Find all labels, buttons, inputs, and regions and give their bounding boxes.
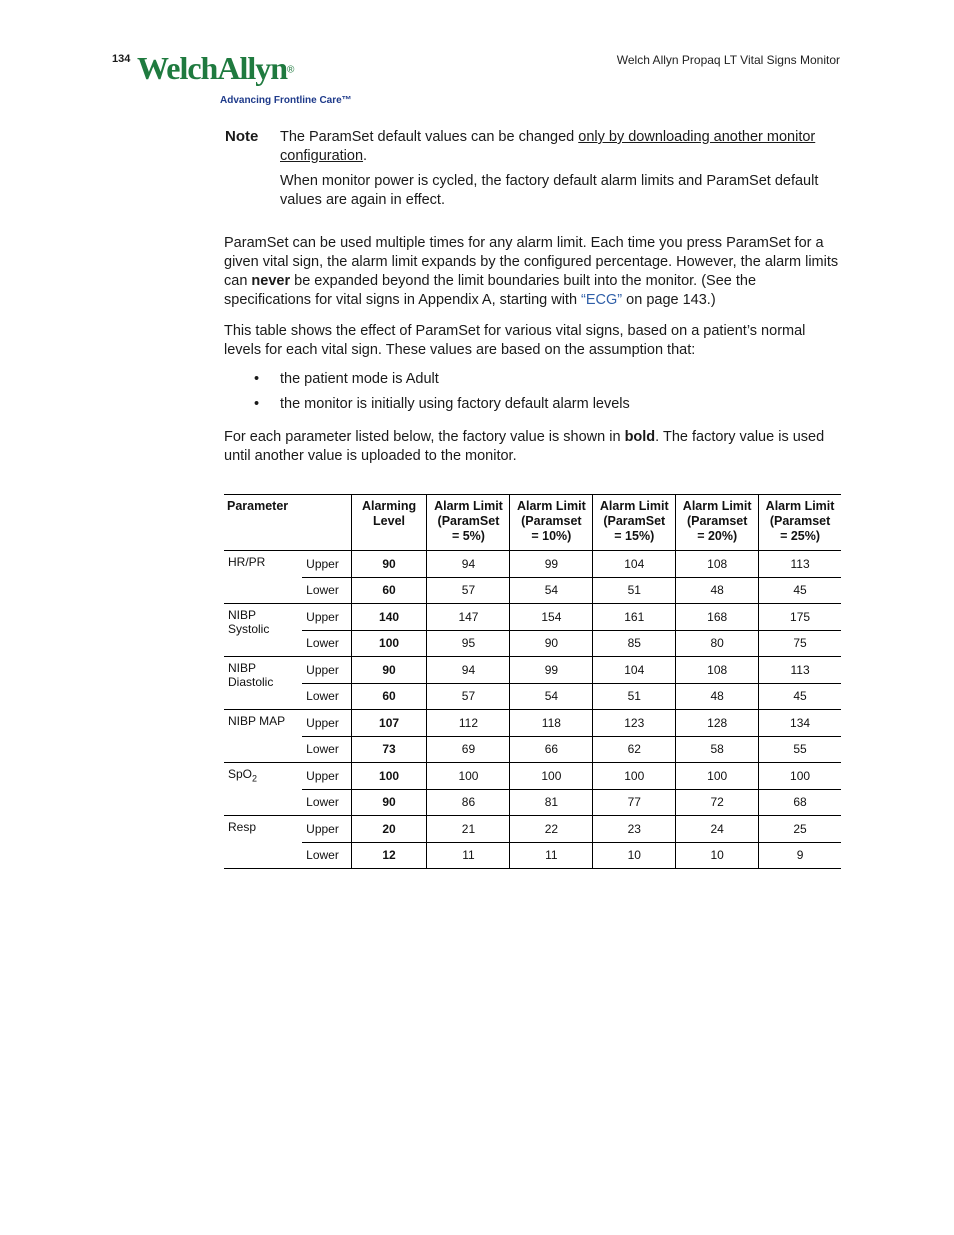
list-item	[224, 396, 844, 421]
limit-value: 94	[427, 551, 510, 578]
limit-value: 85	[593, 630, 676, 657]
limit-value: 100	[676, 763, 759, 790]
header-paramset-10	[510, 495, 593, 551]
limit-value: 100	[427, 763, 510, 790]
limit-value: 147	[427, 604, 510, 631]
header-line: = 10%)	[531, 529, 572, 543]
limit-value: 134	[759, 710, 841, 737]
header-paramset-15	[593, 495, 676, 551]
alarming-level: 140	[351, 604, 427, 631]
limit-value: 118	[510, 710, 593, 737]
limit-side: Lower	[302, 736, 351, 763]
limit-value: 100	[510, 763, 593, 790]
header-line: (ParamSet	[437, 514, 500, 528]
alarming-level: 60	[351, 577, 427, 604]
limit-side: Upper	[302, 604, 351, 631]
table-header-row	[224, 495, 841, 551]
limit-value: 99	[510, 551, 593, 578]
limit-value: 81	[510, 789, 593, 816]
list-item-text: the patient mode is Adult	[280, 371, 439, 387]
limit-value: 72	[676, 789, 759, 816]
limit-value: 113	[759, 657, 841, 684]
header-line: (Paramset	[769, 514, 831, 528]
limit-value: 69	[427, 736, 510, 763]
text: be expanded beyond the limit boundaries built into the monitor. (See the specifications for vital signs in Appendix A, starting with	[224, 273, 757, 308]
parameter-name	[224, 657, 302, 710]
limit-side: Upper	[302, 710, 351, 737]
limit-value: 112	[427, 710, 510, 737]
bold-text: never	[251, 273, 291, 289]
header-line: Alarming	[361, 499, 417, 513]
list-item-text: the monitor is initially using factory default alarm levels	[280, 396, 630, 412]
logo-wordmark: WelchAllyn	[137, 50, 288, 86]
table-row	[224, 763, 841, 790]
limit-value: 100	[593, 763, 676, 790]
table-row	[224, 736, 841, 763]
limit-value: 10	[593, 842, 676, 869]
alarming-level: 107	[351, 710, 427, 737]
limit-value: 80	[676, 630, 759, 657]
limit-side: Lower	[302, 789, 351, 816]
alarming-level: 20	[351, 816, 427, 843]
bullet-icon: •	[254, 396, 260, 412]
limit-value: 75	[759, 630, 841, 657]
limit-side: Lower	[302, 577, 351, 604]
parameter-name: Resp	[224, 816, 302, 869]
header-line: Alarm Limit	[682, 499, 752, 513]
note-text: .	[363, 148, 368, 164]
table-row	[224, 683, 841, 710]
parameter-name-line: NIBP	[228, 661, 257, 675]
header-line: = 20%)	[697, 529, 738, 543]
limit-value: 68	[759, 789, 841, 816]
header-paramset-25	[759, 495, 841, 551]
parameter-name	[224, 763, 302, 816]
header-line: = 25%)	[780, 529, 821, 543]
limit-value: 54	[510, 683, 593, 710]
limit-value: 57	[427, 577, 510, 604]
text: For each parameter listed below, the factory value is shown in	[224, 429, 625, 445]
note-line-2: When monitor power is cycled, the factory default alarm limits and ParamSet default values are again in effect.	[280, 173, 819, 208]
logo-tagline: Advancing Frontline Care™	[220, 95, 352, 106]
limit-side: Lower	[302, 630, 351, 657]
limit-value: 77	[593, 789, 676, 816]
table-row	[224, 842, 841, 869]
limit-side: Upper	[302, 763, 351, 790]
welch-allyn-logo	[137, 50, 352, 110]
limit-value: 62	[593, 736, 676, 763]
table-row	[224, 577, 841, 604]
limit-value: 25	[759, 816, 841, 843]
header-line: Alarm Limit	[599, 499, 669, 513]
page-number: 134	[112, 53, 131, 65]
alarming-level: 90	[351, 657, 427, 684]
text: ParamSet can be used multiple times for any alarm limit. Each time you press ParamSet for a given vital sign, the alarm limit expands by the configured percentage. However, the alarm limits can	[224, 235, 839, 289]
limit-value: 94	[427, 657, 510, 684]
alarming-level: 90	[351, 789, 427, 816]
limit-value: 123	[593, 710, 676, 737]
paragraph-table-intro: This table shows the effect of ParamSet for various vital signs, based on a patient’s normal levels for each vital sign. These values are based on the assumption that:	[224, 323, 806, 358]
text: on page 143.)	[622, 292, 716, 308]
limit-value: 54	[510, 577, 593, 604]
header-line: (Paramset	[686, 514, 748, 528]
note-underlined-text: only by downloading another monitor configuration	[280, 129, 816, 164]
limit-value: 113	[759, 551, 841, 578]
note-label: Note	[225, 128, 259, 145]
ecg-cross-reference-link[interactable]: “ECG”	[581, 292, 623, 308]
limit-value: 45	[759, 577, 841, 604]
alarming-level: 100	[351, 763, 427, 790]
note-body	[280, 128, 840, 216]
limit-value: 66	[510, 736, 593, 763]
alarming-level: 100	[351, 630, 427, 657]
registered-mark-icon: ®	[287, 64, 295, 76]
limit-value: 45	[759, 683, 841, 710]
limit-value: 48	[676, 683, 759, 710]
limit-value: 99	[510, 657, 593, 684]
limit-value: 23	[593, 816, 676, 843]
table-row	[224, 816, 841, 843]
header-line: Alarm Limit	[516, 499, 586, 513]
limit-value: 104	[593, 551, 676, 578]
limit-value: 9	[759, 842, 841, 869]
alarming-level: 12	[351, 842, 427, 869]
paragraph-paramset-usage	[224, 234, 844, 310]
header-line: Alarm Limit	[434, 499, 503, 513]
parameter-name: NIBP Systolic	[224, 604, 302, 657]
limit-value: 108	[676, 551, 759, 578]
table-row	[224, 789, 841, 816]
parameter-name-line: Diastolic	[228, 675, 274, 689]
paramset-table	[224, 494, 841, 869]
assumption-list	[224, 371, 844, 421]
parameter-name: HR/PR	[224, 551, 302, 604]
limit-value: 11	[510, 842, 593, 869]
note-text: The ParamSet default values can be changed	[280, 129, 579, 145]
limit-value: 175	[759, 604, 841, 631]
limit-value: 58	[676, 736, 759, 763]
alarming-level: 90	[351, 551, 427, 578]
paragraph-factory-value	[224, 428, 844, 466]
table-row	[224, 551, 841, 578]
header-paramset-5	[427, 495, 510, 551]
note-line-1	[280, 128, 840, 166]
bold-text: bold	[624, 429, 656, 445]
limit-value: 57	[427, 683, 510, 710]
text: . The factory value is used until another value is uploaded to the monitor.	[224, 429, 825, 464]
header-alarming-level	[351, 495, 427, 551]
alarming-level: 60	[351, 683, 427, 710]
table-row	[224, 604, 841, 631]
limit-value: 95	[427, 630, 510, 657]
list-item	[224, 371, 844, 396]
limit-value: 90	[510, 630, 593, 657]
limit-value: 48	[676, 577, 759, 604]
limit-value: 11	[427, 842, 510, 869]
limit-value: 104	[593, 657, 676, 684]
table-row	[224, 657, 841, 684]
parameter-name-subscript: 2	[252, 773, 258, 784]
limit-side: Upper	[302, 657, 351, 684]
header-line: Alarm Limit	[765, 499, 835, 513]
alarming-level: 73	[351, 736, 427, 763]
header-parameter: Parameter	[224, 495, 351, 551]
limit-value: 108	[676, 657, 759, 684]
limit-value: 100	[759, 763, 841, 790]
header-line: (Paramset	[521, 514, 582, 528]
limit-value: 168	[676, 604, 759, 631]
limit-value: 22	[510, 816, 593, 843]
table-row	[224, 710, 841, 737]
limit-value: 154	[510, 604, 593, 631]
limit-value: 10	[676, 842, 759, 869]
limit-side: Upper	[302, 551, 351, 578]
header-line: Level	[373, 514, 406, 528]
limit-side: Upper	[302, 816, 351, 843]
limit-value: 51	[593, 577, 676, 604]
limit-value: 55	[759, 736, 841, 763]
limit-value: 21	[427, 816, 510, 843]
limit-value: 24	[676, 816, 759, 843]
limit-value: 128	[676, 710, 759, 737]
parameter-name-text: SpO	[228, 767, 253, 781]
parameter-name: NIBP MAP	[224, 710, 302, 763]
header-line: (ParamSet	[603, 514, 666, 528]
limit-value: 86	[427, 789, 510, 816]
header-line: = 5%)	[451, 529, 485, 543]
table-row	[224, 630, 841, 657]
limit-side: Lower	[302, 842, 351, 869]
bullet-icon: •	[254, 371, 260, 387]
header-paramset-20	[676, 495, 759, 551]
document-title: Welch Allyn Propaq LT Vital Signs Monitor	[616, 53, 840, 67]
header-line: = 15%)	[614, 529, 655, 543]
limit-side: Lower	[302, 683, 351, 710]
limit-value: 51	[593, 683, 676, 710]
limit-value: 161	[593, 604, 676, 631]
